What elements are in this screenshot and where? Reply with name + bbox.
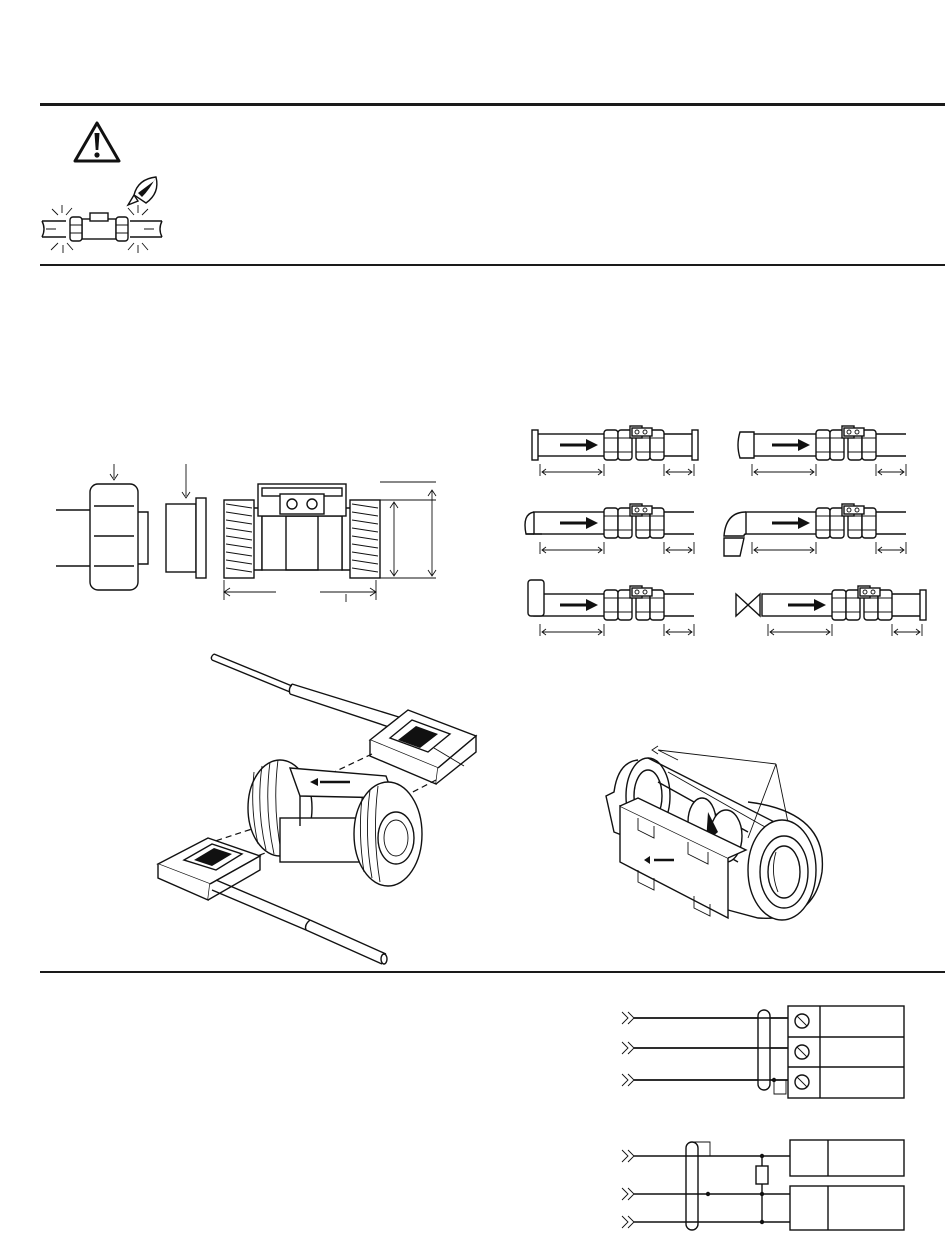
fitting-spark-warning-icon — [38, 175, 168, 255]
two-wire-resistor-wiring — [616, 1138, 908, 1234]
top-rule — [40, 103, 945, 106]
section-rule-2 — [40, 971, 945, 973]
pipe-installation-arrangements — [520, 418, 930, 648]
section-rule-1 — [40, 264, 945, 266]
flow-sensor-body-dimension-drawing — [48, 460, 448, 610]
flow-sensor-cutaway-view — [598, 742, 838, 932]
warning-triangle-icon — [72, 120, 122, 164]
three-wire-terminal-wiring — [616, 1004, 908, 1100]
sensor-clip-exploded-view — [150, 648, 500, 968]
